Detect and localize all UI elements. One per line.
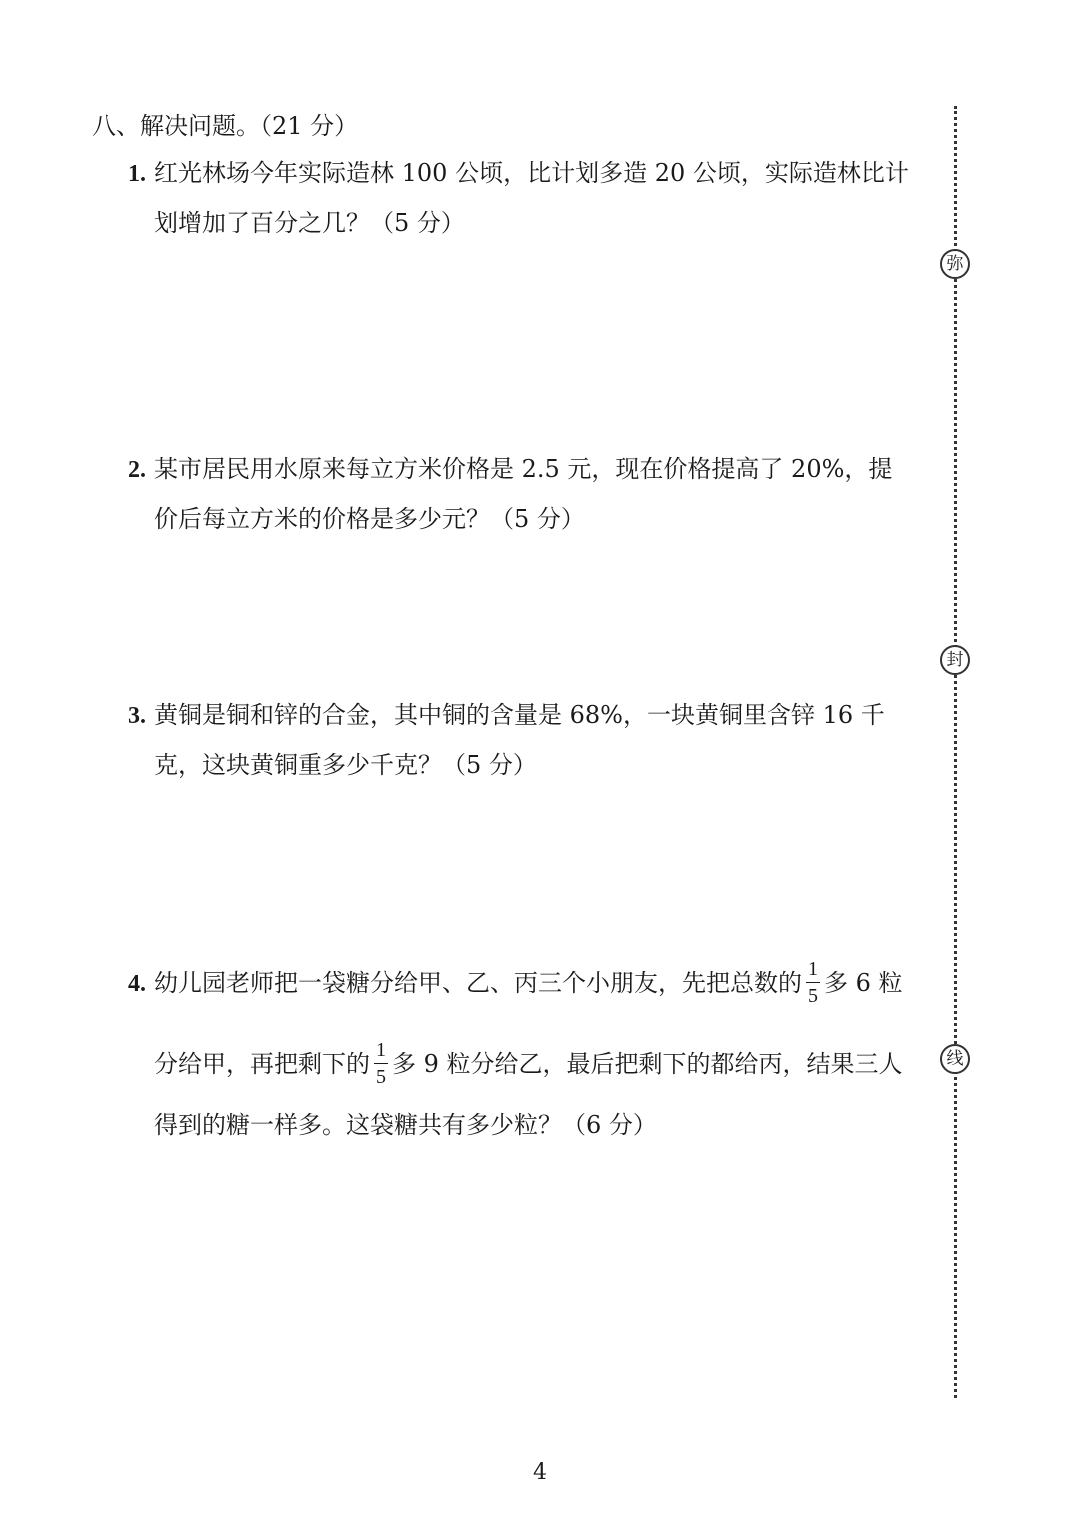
question-number: 1. (128, 161, 146, 187)
question-number: 4. (128, 971, 146, 997)
binding-dotted-line (954, 106, 957, 1398)
question-number: 3. (128, 703, 146, 729)
question-text: 分给甲，再把剩下的 (154, 1050, 370, 1078)
fraction-denominator: 5 (808, 985, 818, 1007)
question-text: 幼儿园老师把一袋糖分给甲、乙、丙三个小朋友，先把总数的 (154, 969, 802, 997)
question-text: 价后每立方米的价格是多少元？（5 分） (154, 505, 585, 533)
question-text: 划增加了百分之几？（5 分） (154, 209, 465, 237)
section-title: 八、解决问题。（21 分） (92, 112, 359, 140)
question-text: 得到的糖一样多。这袋糖共有多少粒？（6 分） (154, 1111, 657, 1139)
seal-mark-feng: 封 (940, 645, 970, 675)
seal-mark-mi: 弥 (940, 249, 970, 279)
question-text: 多 6 粒 (824, 969, 903, 997)
question-text: 某市居民用水原来每立方米价格是 2.5 元，现在价格提高了 20%，提 (154, 455, 893, 483)
seal-mark-xian: 线 (940, 1044, 970, 1074)
fraction-denominator: 5 (376, 1066, 386, 1088)
question-number: 2. (128, 457, 146, 483)
question-text: 多 9 粒分给乙，最后把剩下的都给丙，结果三人 (392, 1050, 903, 1078)
fraction-numerator: 1 (806, 959, 820, 983)
page-number: 4 (533, 1460, 547, 1485)
question-text: 黄铜是铜和锌的合金，其中铜的含量是 68%，一块黄铜里含锌 16 千 (154, 701, 885, 729)
question-text: 克，这块黄铜重多少千克？（5 分） (154, 751, 537, 779)
question-text: 红光林场今年实际造林 100 公顷，比计划多造 20 公顷，实际造林比计 (154, 159, 909, 187)
fraction-numerator: 1 (374, 1040, 388, 1064)
fraction (806, 959, 820, 1006)
fraction (374, 1040, 388, 1087)
